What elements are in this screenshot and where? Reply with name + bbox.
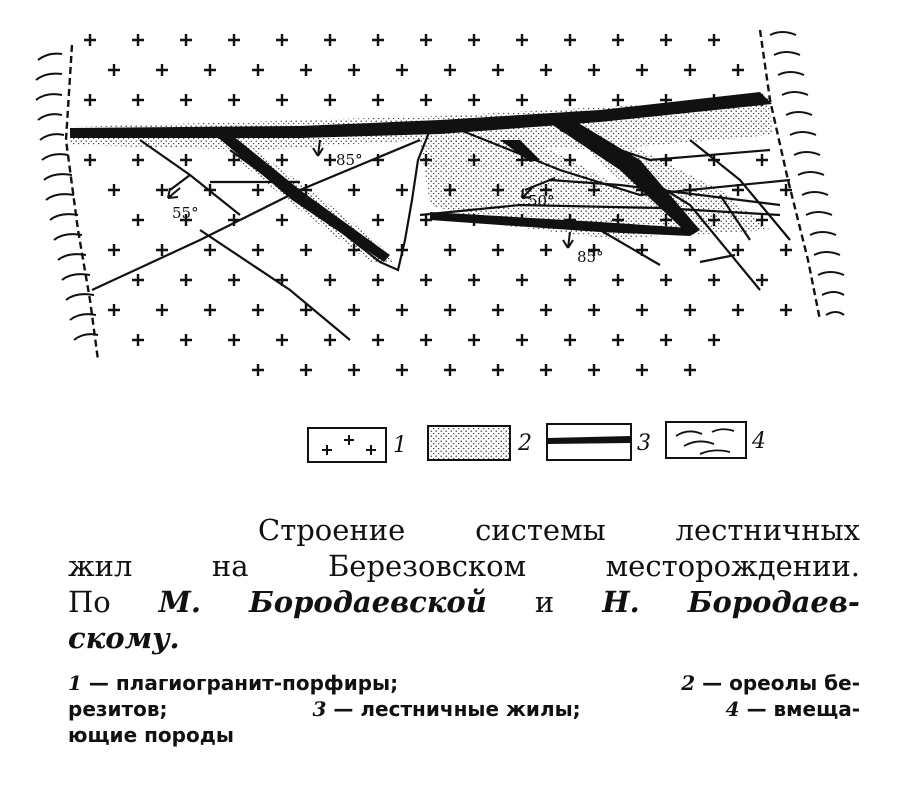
caption-line-2 [68, 548, 860, 584]
caption-word: и [534, 585, 555, 619]
caption-word: на [211, 549, 249, 583]
caption-author-initial: М. [158, 585, 201, 619]
legend-explanation-line-1 [68, 670, 860, 696]
legend-number-1: 1 [393, 433, 407, 458]
legend-item-3 [547, 424, 651, 460]
legend-entry-2: 2 — ореолы бе- [681, 671, 860, 695]
legend-explanation-line-2: резитов; 3 — лестничные жилы; 4 — вмеща- [68, 697, 860, 721]
caption-line-4 [68, 620, 860, 656]
legend-number-4: 4 [752, 429, 766, 454]
legend-entry-4: 4 — вмеща- [725, 697, 860, 721]
host-rock-right [760, 30, 844, 320]
caption-author-name: Бородаев- [687, 585, 860, 619]
dip-label-2: 85° [336, 151, 363, 169]
caption-line-1 [68, 512, 860, 548]
figure-caption [68, 512, 860, 748]
caption-word: системы [475, 513, 606, 547]
caption-word: Строение [258, 513, 406, 547]
legend-item-4 [666, 422, 766, 458]
caption-word: жил [68, 549, 133, 583]
caption-author-name: Бородаевской [248, 585, 487, 619]
dip-label-3: 50° [528, 192, 555, 210]
legend-explanation [68, 670, 860, 748]
caption-author-initial: Н. [602, 585, 640, 619]
legend [308, 422, 766, 462]
host-rock-left [36, 45, 98, 360]
legend-number-3: 3 [637, 431, 651, 456]
vein-diagonal-1 [215, 135, 390, 262]
legend-item-1 [308, 428, 407, 462]
legend-explanation-line-3: ющие породы [68, 723, 234, 747]
dip-label-1: 55° [172, 204, 199, 222]
caption-line-3 [68, 584, 860, 620]
dip-label-4: 85° [577, 248, 604, 266]
legend-entry-1: 1 — плагиогранит-порфиры; [68, 671, 399, 695]
legend-swatch-stipple [428, 426, 510, 460]
caption-word: лестничных [675, 513, 860, 547]
caption-word: месторождении. [605, 549, 860, 583]
legend-entry-3: 3 — лестничные жилы; [312, 697, 581, 721]
legend-number-2: 2 [518, 431, 532, 456]
legend-item-2 [428, 426, 532, 460]
caption-word: По [68, 585, 111, 619]
caption-author-name-end: скому. [68, 621, 180, 655]
caption-word: Березовском [327, 549, 527, 583]
legend-swatch-crosses [308, 428, 386, 462]
